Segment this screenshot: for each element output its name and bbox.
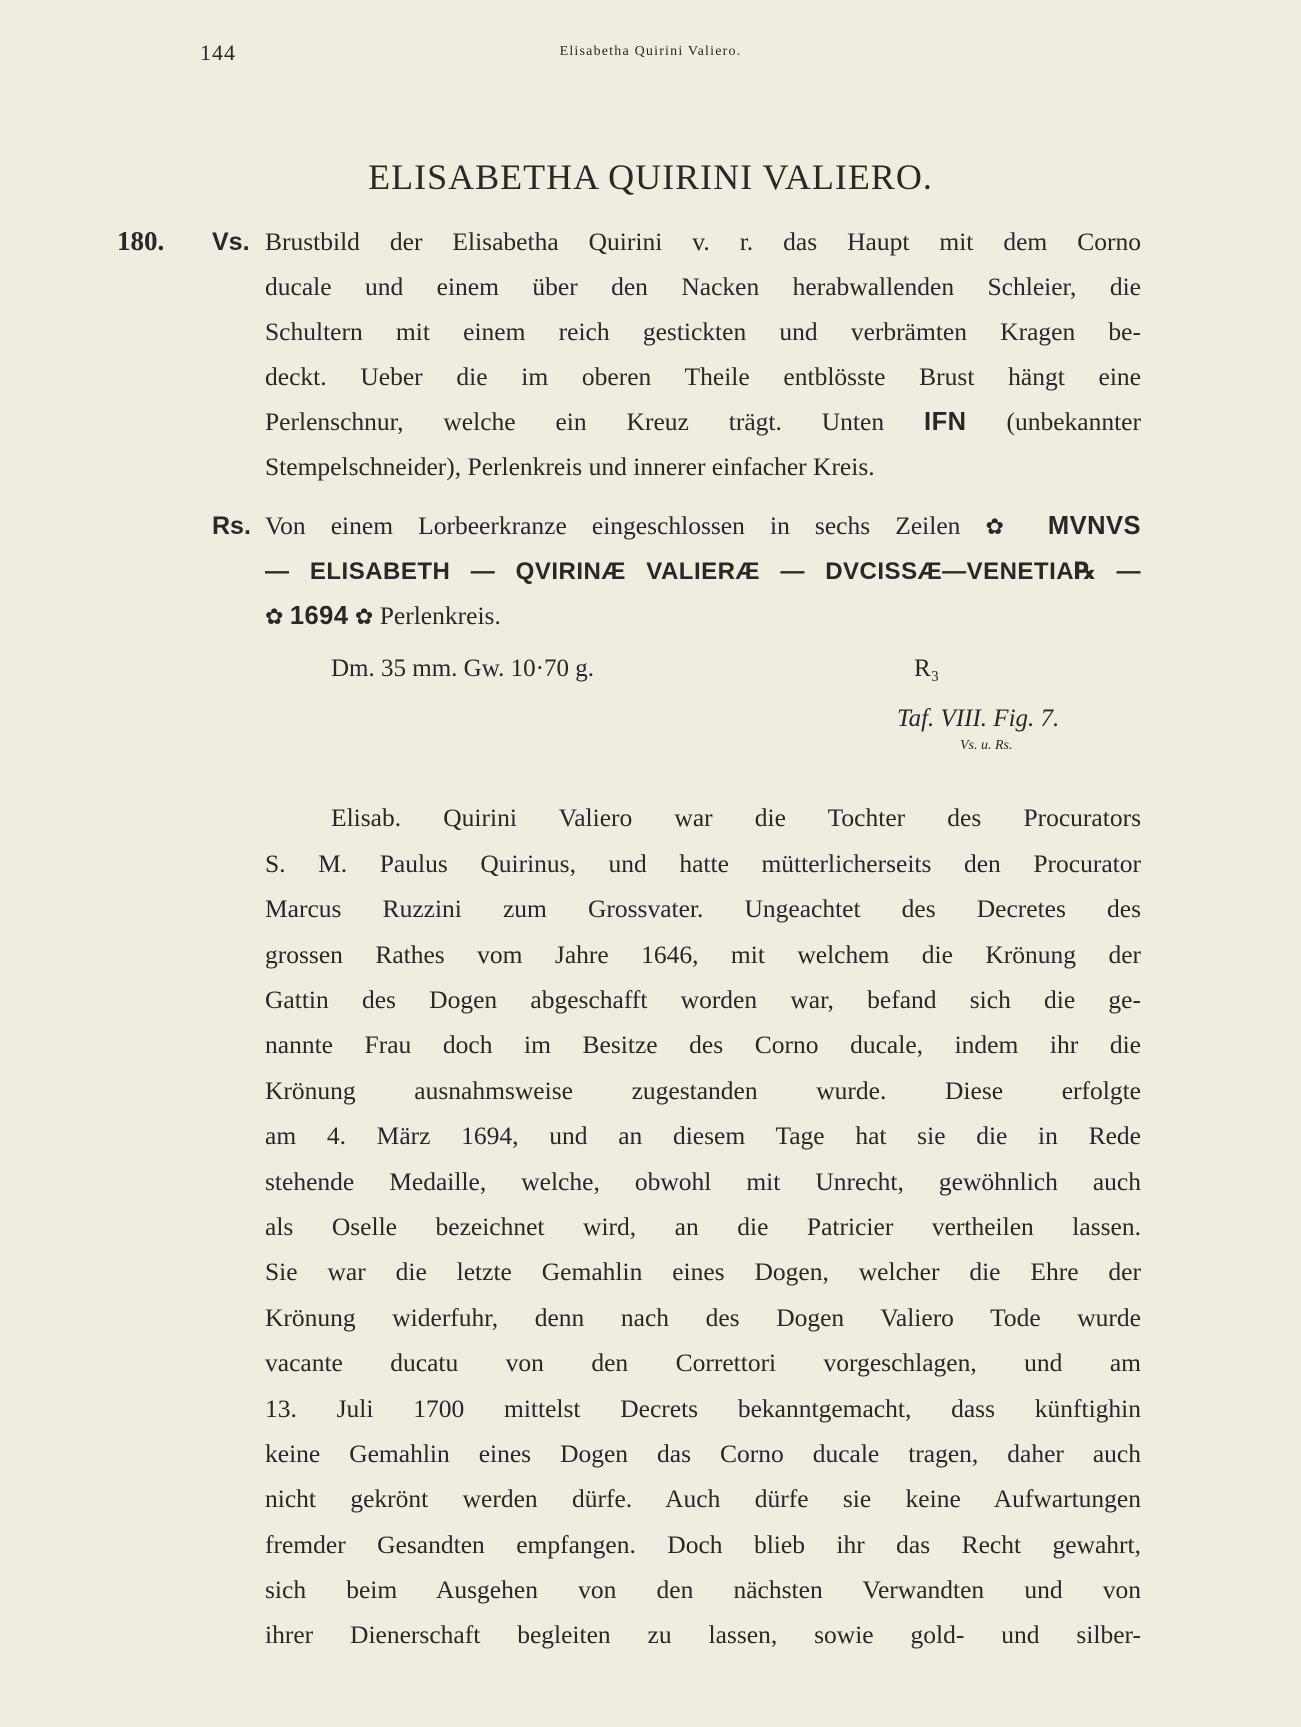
reverse-line [265,511,1141,541]
body-line: fremder Gesandten empfangen. Doch blieb ihr das Recht gewahrt, [265,1530,1141,1559]
body-line: ihrer Dienerschaft begleiten zu lassen, sowie gold- und silber- [265,1620,1141,1649]
body-line: als Oselle bezeichnet wird, an die Patricier vertheilen lassen. [265,1212,1141,1241]
obverse-label: Vs. [212,228,250,256]
body-line: S. M. Paulus Quirinus, und hatte mütterlicherseits den Procurator [265,849,1141,878]
body-line: vacante ducatu von den Correttori vorgeschlagen, und am [265,1348,1141,1377]
plate-note: Vs. u. Rs. [960,738,1013,753]
obverse-line: ducale und einem über den Nacken herabwallenden Schleier, die [265,272,1141,301]
obverse-text: (unbekannter [1006,407,1141,436]
entry-number: 180. [117,226,165,256]
reverse-label: Rs. [212,512,251,540]
body-line: nannte Frau doch im Besitze des Corno ducale, indem ihr die [265,1030,1141,1059]
reverse-text: Perlenkreis. [379,601,501,630]
obverse-line: Schultern mit einem reich gestickten und verbrämten Kragen be- [265,317,1141,346]
engraver-mark: IFN [923,408,967,436]
body-line: 13. Juli 1700 mittelst Decrets bekanntgemacht, dass künftighin [265,1394,1141,1423]
obverse-line: Stempelschneider), Perlenkreis und innerer einfacher Kreis. [265,452,875,481]
running-title: Elisabetha Quirini Valiero. [559,44,742,59]
body-line: Sie war die letzte Gemahlin eines Dogen, welcher die Ehre der [265,1257,1141,1286]
body-line: stehende Medaille, welche, obwohl mit Unrecht, gewöhnlich auch [265,1167,1141,1196]
legend-line: — ELISABETH — QVIRINÆ VALIERÆ — DVCISSÆ—VENETIA℞ — [265,558,1141,585]
body-line: Krönung ausnahmsweise zugestanden wurde. Diese erfolgte [265,1076,1141,1105]
body-line: grossen Rathes vom Jahre 1646, mit welchem die Krönung der [265,940,1141,969]
legend-year: 1694 [289,602,349,630]
rosette-icon: ✿ [985,514,1023,539]
body-line: keine Gemahlin eines Dogen das Corno ducale tragen, daher auch [265,1439,1141,1468]
obverse-line: deckt. Ueber die im oberen Theile entblösste Brust hängt eine [265,362,1141,391]
obverse-line [265,407,1141,437]
body-line: Krönung widerfuhr, denn nach des Dogen Valiero Tode wurde [265,1303,1141,1332]
page-title: ELISABETHA QUIRINI VALIERO. [368,157,933,197]
body-line: sich beim Ausgehen von den nächsten Verwandten und von [265,1575,1141,1604]
obverse-line: Brustbild der Elisabetha Quirini v. r. das Haupt mit dem Corno [265,227,1141,256]
plate-reference: Taf. VIII. Fig. 7. [897,705,1060,732]
body-line: nicht gekrönt werden dürfe. Auch dürfe sie keine Aufwartungen [265,1484,1141,1513]
obverse-text: Perlenschnur, welche ein Kreuz trägt. Unten [265,407,885,436]
body-line: Elisab. Quirini Valiero war die Tochter des Procurators [331,803,1141,832]
body-line: Gattin des Dogen abgeschafft worden war, befand sich die ge- [265,985,1141,1014]
reverse-line [265,601,1141,631]
body-line: am 4. März 1694, und an diesem Tage hat sie die in Rede [265,1121,1141,1150]
body-line: Marcus Ruzzini zum Grossvater. Ungeachtet des Decretes des [265,894,1141,923]
dimensions: Dm. 35 mm. Gw. 10·70 g. [331,655,594,682]
rosette-icon: ✿ [354,604,374,629]
legend-text: MVNVS [1047,512,1142,540]
rarity: R₃ [914,655,940,682]
page-number: 144 [200,40,236,65]
rosette-icon: ✿ [265,604,284,629]
reverse-text: Von einem Lorbeerkranze eingeschlossen in sechs Zeilen [265,511,961,540]
